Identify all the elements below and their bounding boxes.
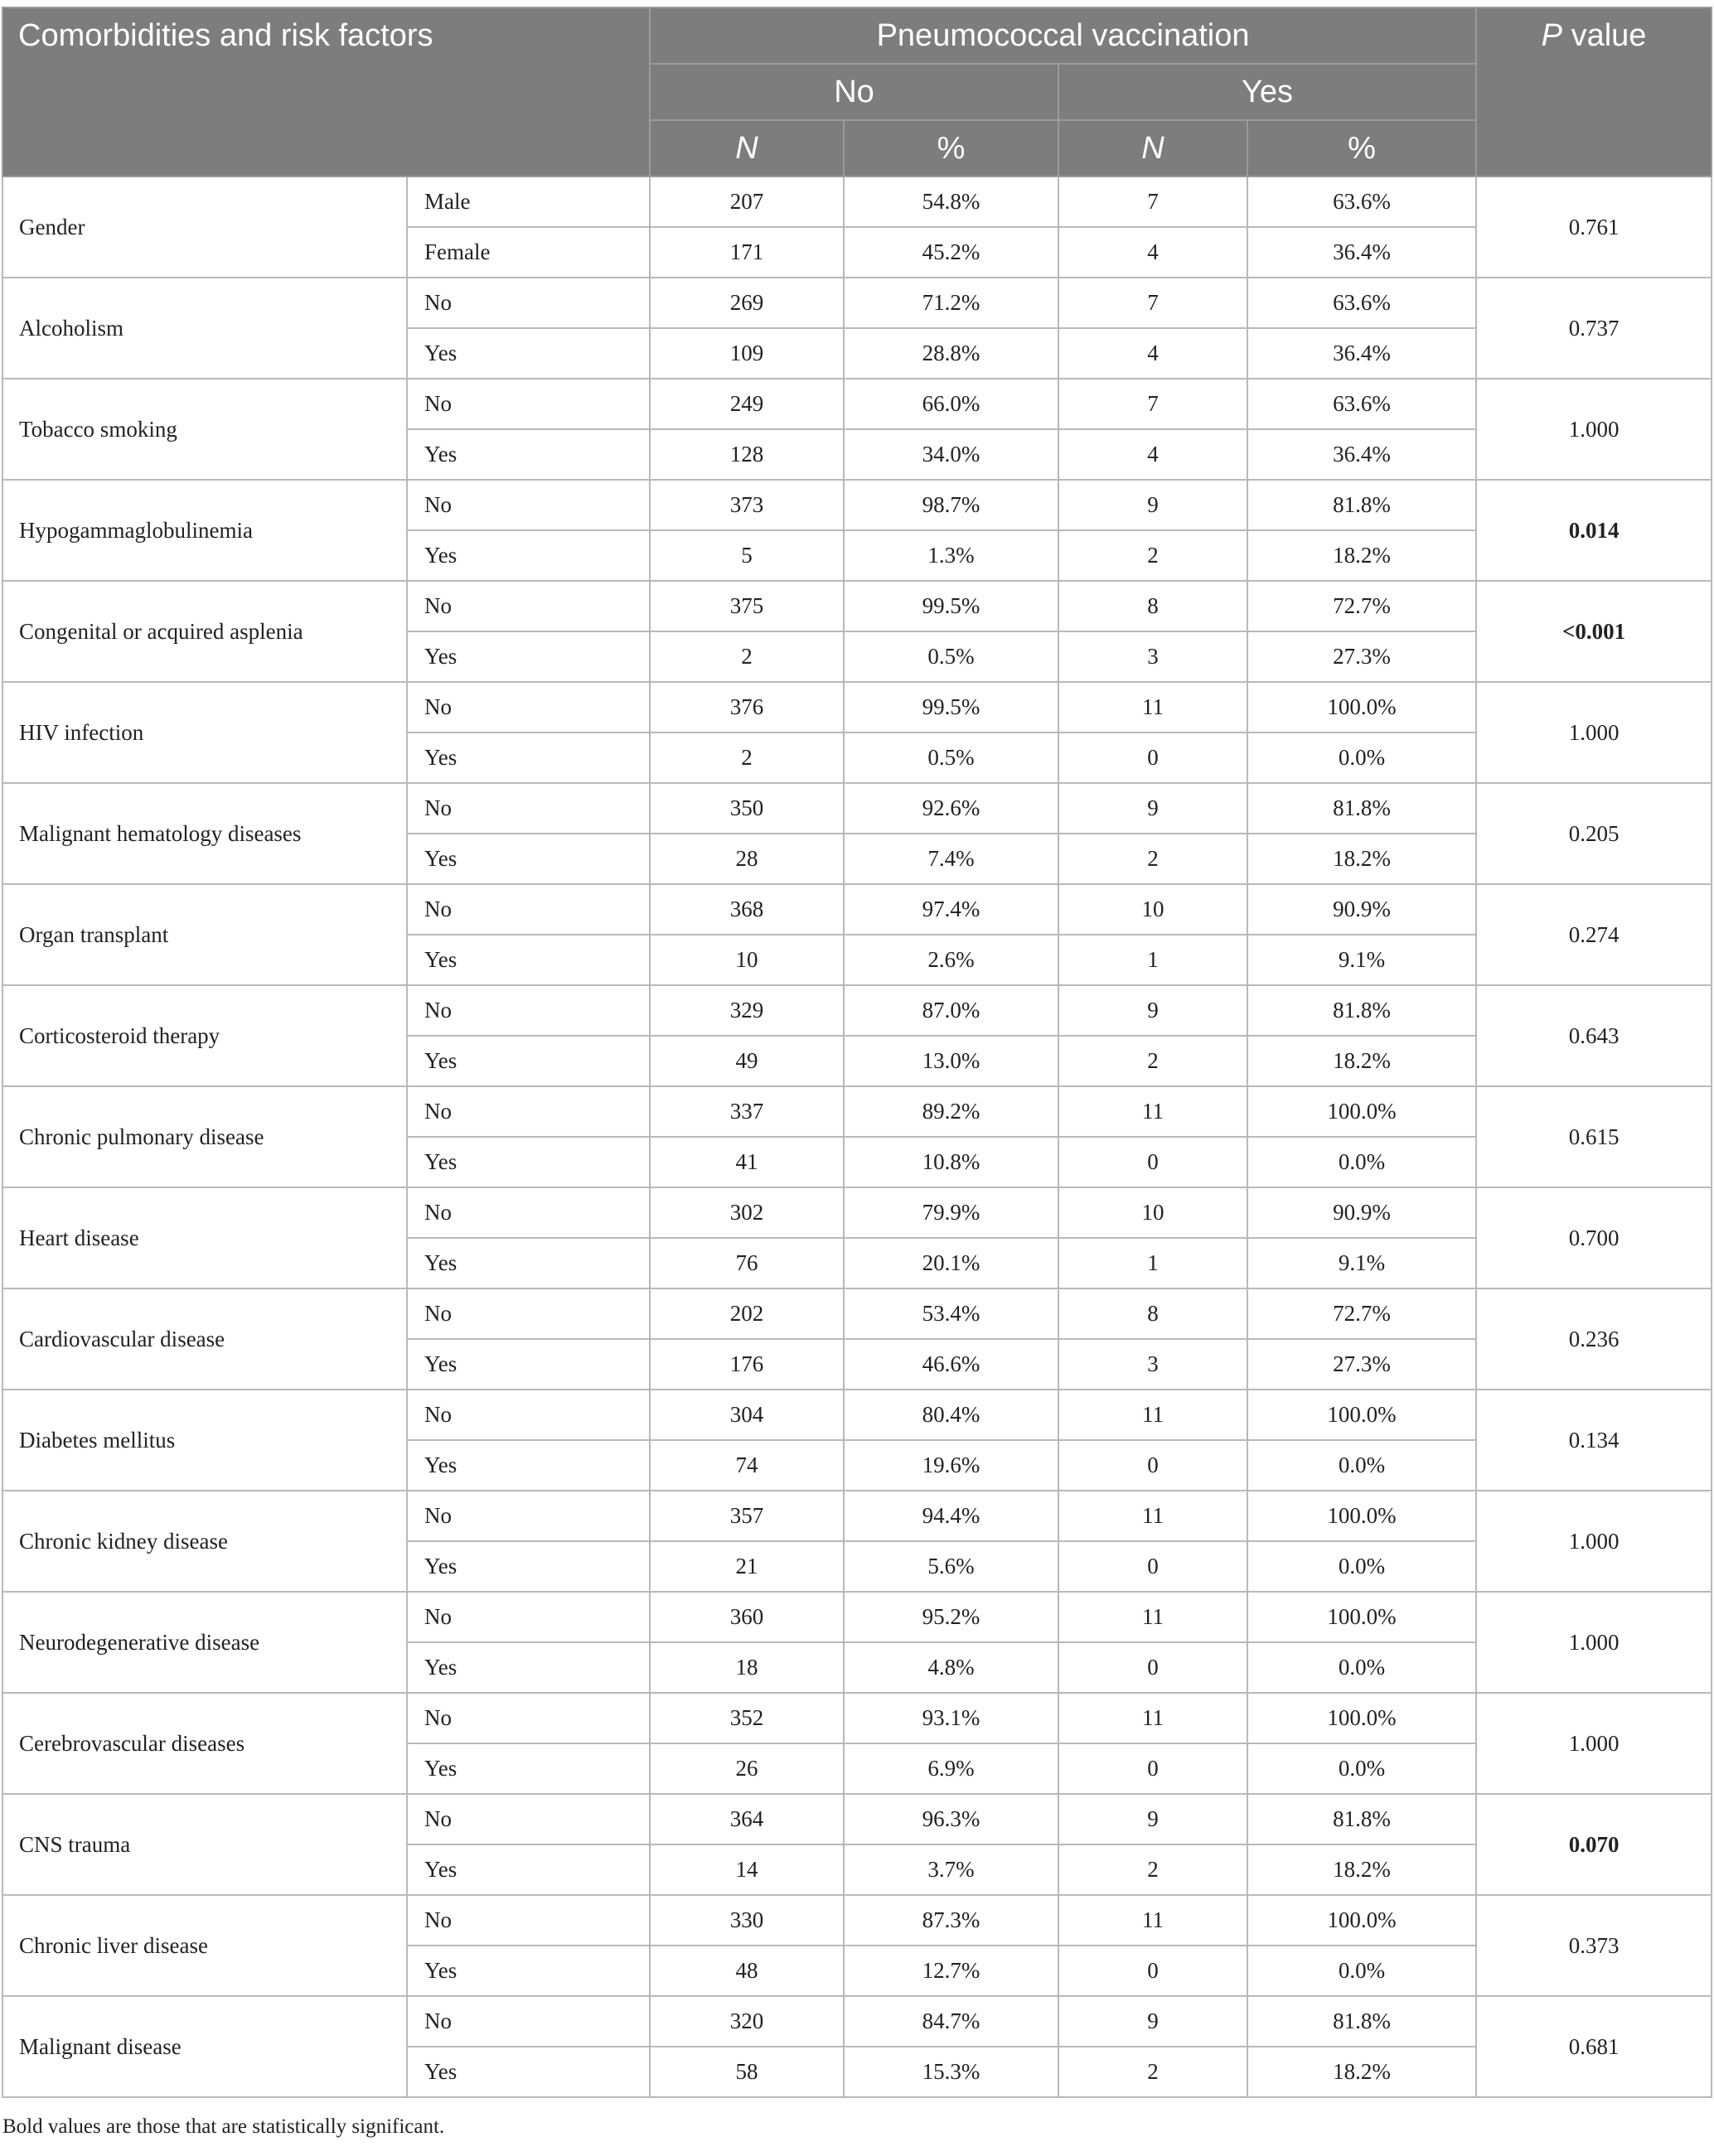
yes-n-cell: 2 (1058, 2047, 1247, 2097)
no-pct-cell: 66.0% (844, 379, 1058, 429)
p-value-cell: 0.134 (1476, 1390, 1712, 1491)
no-pct-cell: 46.6% (844, 1339, 1058, 1390)
yes-pct-cell: 36.4% (1247, 429, 1476, 480)
yes-n-cell: 0 (1058, 1743, 1247, 1794)
yes-n-cell: 1 (1058, 1238, 1247, 1288)
no-n-cell: 10 (650, 935, 844, 985)
factor-cell: Heart disease (2, 1187, 407, 1288)
no-pct-cell: 1.3% (844, 530, 1058, 581)
level-cell: No (407, 1895, 650, 1946)
level-cell: No (407, 1086, 650, 1137)
no-n-cell: 373 (650, 480, 844, 530)
table-row (2, 1288, 1712, 1339)
p-value-cell: 0.274 (1476, 884, 1712, 985)
yes-n-cell: 7 (1058, 176, 1247, 227)
yes-n-cell: 8 (1058, 581, 1247, 631)
yes-pct-cell: 0.0% (1247, 1137, 1476, 1187)
p-value-cell: 0.643 (1476, 985, 1712, 1086)
no-pct-cell: 87.0% (844, 985, 1058, 1036)
yes-n-cell: 9 (1058, 985, 1247, 1036)
no-n-cell: 21 (650, 1541, 844, 1592)
table-row (2, 1693, 1712, 1743)
yes-pct-cell: 9.1% (1247, 1238, 1476, 1288)
no-pct-cell: 79.9% (844, 1187, 1058, 1238)
p-value-cell: 0.014 (1476, 480, 1712, 581)
no-pct-cell: 0.5% (844, 631, 1058, 682)
no-n-cell: 48 (650, 1946, 844, 1996)
no-n-cell: 329 (650, 985, 844, 1036)
no-n-cell: 76 (650, 1238, 844, 1288)
yes-n-cell: 9 (1058, 1794, 1247, 1844)
header-no-n: N (650, 120, 844, 176)
p-value-cell: 0.615 (1476, 1086, 1712, 1187)
yes-pct-cell: 81.8% (1247, 1794, 1476, 1844)
footnote: Bold values are those that are statistically significant. (2, 2115, 445, 2138)
yes-pct-cell: 100.0% (1247, 1895, 1476, 1946)
no-n-cell: 357 (650, 1491, 844, 1541)
level-cell: No (407, 1491, 650, 1541)
yes-pct-cell: 9.1% (1247, 935, 1476, 985)
no-pct-cell: 3.7% (844, 1844, 1058, 1895)
no-n-cell: 18 (650, 1642, 844, 1693)
yes-n-cell: 0 (1058, 732, 1247, 783)
no-pct-cell: 28.8% (844, 328, 1058, 379)
header-p-italic: P (1541, 18, 1563, 53)
no-n-cell: 5 (650, 530, 844, 581)
no-pct-cell: 98.7% (844, 480, 1058, 530)
yes-n-cell: 7 (1058, 379, 1247, 429)
p-value-cell: 0.070 (1476, 1794, 1712, 1895)
no-n-cell: 26 (650, 1743, 844, 1794)
yes-pct-cell: 0.0% (1247, 1946, 1476, 1996)
no-n-cell: 368 (650, 884, 844, 935)
factor-cell: HIV infection (2, 682, 407, 783)
level-cell: No (407, 985, 650, 1036)
p-value-cell: 1.000 (1476, 379, 1712, 480)
factor-cell: Chronic pulmonary disease (2, 1086, 407, 1187)
yes-n-cell: 11 (1058, 1086, 1247, 1137)
no-pct-cell: 87.3% (844, 1895, 1058, 1946)
no-n-cell: 364 (650, 1794, 844, 1844)
table-row (2, 1996, 1712, 2047)
yes-pct-cell: 0.0% (1247, 1541, 1476, 1592)
no-n-cell: 269 (650, 278, 844, 328)
no-pct-cell: 0.5% (844, 732, 1058, 783)
no-pct-cell: 89.2% (844, 1086, 1058, 1137)
yes-pct-cell: 18.2% (1247, 530, 1476, 581)
factor-cell: Malignant hematology diseases (2, 783, 407, 884)
no-pct-cell: 99.5% (844, 581, 1058, 631)
table-row (2, 1086, 1712, 1137)
yes-pct-cell: 100.0% (1247, 1592, 1476, 1642)
yes-pct-cell: 81.8% (1247, 1996, 1476, 2047)
yes-n-cell: 0 (1058, 1137, 1247, 1187)
no-n-cell: 109 (650, 328, 844, 379)
header-p-value (1476, 7, 1712, 176)
no-n-cell: 176 (650, 1339, 844, 1390)
header-pneumococcal-vaccination: Pneumococcal vaccination (650, 7, 1476, 64)
yes-pct-cell: 100.0% (1247, 1491, 1476, 1541)
factor-cell: Malignant disease (2, 1996, 407, 2097)
level-cell: Yes (407, 1844, 650, 1895)
yes-n-cell: 11 (1058, 1895, 1247, 1946)
data-table (2, 7, 1712, 2098)
level-cell: Yes (407, 935, 650, 985)
yes-n-cell: 11 (1058, 1693, 1247, 1743)
no-pct-cell: 4.8% (844, 1642, 1058, 1693)
header-no: No (650, 64, 1058, 120)
level-cell: Yes (407, 530, 650, 581)
table-row (2, 1895, 1712, 1946)
level-cell: Yes (407, 1743, 650, 1794)
p-value-cell: 0.236 (1476, 1288, 1712, 1390)
level-cell: No (407, 278, 650, 328)
yes-n-cell: 0 (1058, 1946, 1247, 1996)
yes-n-cell: 3 (1058, 1339, 1247, 1390)
yes-n-cell: 1 (1058, 935, 1247, 985)
yes-pct-cell: 18.2% (1247, 1036, 1476, 1086)
no-n-cell: 74 (650, 1440, 844, 1491)
no-n-cell: 202 (650, 1288, 844, 1339)
level-cell: Yes (407, 1137, 650, 1187)
header-yes-pct: % (1247, 120, 1476, 176)
yes-pct-cell: 63.6% (1247, 278, 1476, 328)
factor-cell: Alcoholism (2, 278, 407, 379)
yes-pct-cell: 72.7% (1247, 581, 1476, 631)
no-pct-cell: 13.0% (844, 1036, 1058, 1086)
yes-n-cell: 2 (1058, 1844, 1247, 1895)
table-row (2, 985, 1712, 1036)
no-n-cell: 304 (650, 1390, 844, 1440)
yes-pct-cell: 0.0% (1247, 1743, 1476, 1794)
no-n-cell: 350 (650, 783, 844, 834)
level-cell: No (407, 1592, 650, 1642)
yes-pct-cell: 81.8% (1247, 783, 1476, 834)
factor-cell: Cardiovascular disease (2, 1288, 407, 1390)
factor-cell: Chronic kidney disease (2, 1491, 407, 1592)
yes-n-cell: 0 (1058, 1541, 1247, 1592)
level-cell: Yes (407, 2047, 650, 2097)
no-n-cell: 330 (650, 1895, 844, 1946)
yes-pct-cell: 27.3% (1247, 1339, 1476, 1390)
yes-pct-cell: 100.0% (1247, 1086, 1476, 1137)
level-cell: Yes (407, 429, 650, 480)
no-pct-cell: 6.9% (844, 1743, 1058, 1794)
yes-pct-cell: 36.4% (1247, 227, 1476, 278)
header-no-pct: % (844, 120, 1058, 176)
table-row (2, 682, 1712, 732)
no-pct-cell: 2.6% (844, 935, 1058, 985)
yes-n-cell: 9 (1058, 480, 1247, 530)
yes-n-cell: 9 (1058, 1996, 1247, 2047)
no-pct-cell: 95.2% (844, 1592, 1058, 1642)
yes-n-cell: 11 (1058, 1390, 1247, 1440)
p-value-cell: 0.373 (1476, 1895, 1712, 1996)
level-cell: No (407, 682, 650, 732)
factor-cell: Diabetes mellitus (2, 1390, 407, 1491)
level-cell: No (407, 1288, 650, 1339)
no-n-cell: 2 (650, 732, 844, 783)
p-value-cell: 0.737 (1476, 278, 1712, 379)
yes-n-cell: 2 (1058, 834, 1247, 884)
level-cell: Yes (407, 1946, 650, 1996)
no-n-cell: 14 (650, 1844, 844, 1895)
yes-n-cell: 4 (1058, 328, 1247, 379)
yes-pct-cell: 63.6% (1247, 176, 1476, 227)
level-cell: Yes (407, 1541, 650, 1592)
table-row (2, 1491, 1712, 1541)
p-value-cell: 1.000 (1476, 1491, 1712, 1592)
yes-pct-cell: 18.2% (1247, 2047, 1476, 2097)
no-pct-cell: 84.7% (844, 1996, 1058, 2047)
level-cell: No (407, 1794, 650, 1844)
table-row (2, 1187, 1712, 1238)
factor-cell: Neurodegenerative disease (2, 1592, 407, 1693)
p-value-cell: 1.000 (1476, 1693, 1712, 1794)
no-n-cell: 28 (650, 834, 844, 884)
factor-cell: CNS trauma (2, 1794, 407, 1895)
no-pct-cell: 94.4% (844, 1491, 1058, 1541)
level-cell: Yes (407, 1238, 650, 1288)
no-n-cell: 58 (650, 2047, 844, 2097)
yes-pct-cell: 0.0% (1247, 1440, 1476, 1491)
table-row (2, 581, 1712, 631)
yes-pct-cell: 81.8% (1247, 480, 1476, 530)
level-cell: No (407, 1996, 650, 2047)
level-cell: No (407, 1693, 650, 1743)
no-n-cell: 2 (650, 631, 844, 682)
table-row (2, 884, 1712, 935)
no-pct-cell: 71.2% (844, 278, 1058, 328)
yes-pct-cell: 90.9% (1247, 1187, 1476, 1238)
level-cell: No (407, 1390, 650, 1440)
yes-n-cell: 3 (1058, 631, 1247, 682)
no-n-cell: 337 (650, 1086, 844, 1137)
no-pct-cell: 5.6% (844, 1541, 1058, 1592)
no-pct-cell: 12.7% (844, 1946, 1058, 1996)
no-n-cell: 376 (650, 682, 844, 732)
yes-n-cell: 0 (1058, 1642, 1247, 1693)
yes-pct-cell: 0.0% (1247, 732, 1476, 783)
no-pct-cell: 10.8% (844, 1137, 1058, 1187)
no-pct-cell: 80.4% (844, 1390, 1058, 1440)
no-pct-cell: 97.4% (844, 884, 1058, 935)
level-cell: Yes (407, 1642, 650, 1693)
p-value-cell: 1.000 (1476, 1592, 1712, 1693)
header-comorbidities: Comorbidities and risk factors (2, 7, 650, 176)
header-yes: Yes (1058, 64, 1476, 120)
level-cell: Yes (407, 834, 650, 884)
p-value-cell: 0.205 (1476, 783, 1712, 884)
no-pct-cell: 93.1% (844, 1693, 1058, 1743)
level-cell: Yes (407, 1440, 650, 1491)
yes-n-cell: 10 (1058, 1187, 1247, 1238)
table-header (2, 7, 1712, 176)
no-n-cell: 302 (650, 1187, 844, 1238)
factor-cell: Cerebrovascular diseases (2, 1693, 407, 1794)
table-row (2, 1390, 1712, 1440)
yes-pct-cell: 18.2% (1247, 1844, 1476, 1895)
header-p-rest: value (1562, 18, 1647, 53)
table-row (2, 176, 1712, 227)
yes-n-cell: 9 (1058, 783, 1247, 834)
table-row (2, 379, 1712, 429)
table-row (2, 278, 1712, 328)
table-row (2, 1592, 1712, 1642)
yes-n-cell: 2 (1058, 1036, 1247, 1086)
level-cell: No (407, 480, 650, 530)
p-value-cell: 0.761 (1476, 176, 1712, 278)
no-pct-cell: 20.1% (844, 1238, 1058, 1288)
yes-pct-cell: 63.6% (1247, 379, 1476, 429)
p-value-cell: 0.681 (1476, 1996, 1712, 2097)
table-row (2, 1794, 1712, 1844)
yes-pct-cell: 18.2% (1247, 834, 1476, 884)
yes-n-cell: 10 (1058, 884, 1247, 935)
header-yes-n: N (1058, 120, 1247, 176)
level-cell: No (407, 783, 650, 834)
factor-cell: Gender (2, 176, 407, 278)
yes-pct-cell: 100.0% (1247, 682, 1476, 732)
level-cell: Male (407, 176, 650, 227)
yes-pct-cell: 100.0% (1247, 1693, 1476, 1743)
yes-pct-cell: 0.0% (1247, 1642, 1476, 1693)
factor-cell: Corticosteroid therapy (2, 985, 407, 1086)
yes-n-cell: 11 (1058, 1491, 1247, 1541)
yes-pct-cell: 81.8% (1247, 985, 1476, 1036)
yes-n-cell: 11 (1058, 682, 1247, 732)
level-cell: Female (407, 227, 650, 278)
no-n-cell: 249 (650, 379, 844, 429)
no-pct-cell: 96.3% (844, 1794, 1058, 1844)
yes-pct-cell: 27.3% (1247, 631, 1476, 682)
no-n-cell: 207 (650, 176, 844, 227)
level-cell: No (407, 884, 650, 935)
level-cell: No (407, 379, 650, 429)
yes-n-cell: 8 (1058, 1288, 1247, 1339)
no-n-cell: 320 (650, 1996, 844, 2047)
no-pct-cell: 92.6% (844, 783, 1058, 834)
no-pct-cell: 34.0% (844, 429, 1058, 480)
factor-cell: Chronic liver disease (2, 1895, 407, 1996)
level-cell: Yes (407, 732, 650, 783)
factor-cell: Organ transplant (2, 884, 407, 985)
p-value-cell: 1.000 (1476, 682, 1712, 783)
no-pct-cell: 99.5% (844, 682, 1058, 732)
table-row (2, 480, 1712, 530)
no-pct-cell: 54.8% (844, 176, 1058, 227)
no-pct-cell: 53.4% (844, 1288, 1058, 1339)
factor-cell: Tobacco smoking (2, 379, 407, 480)
level-cell: Yes (407, 1036, 650, 1086)
no-pct-cell: 19.6% (844, 1440, 1058, 1491)
yes-pct-cell: 36.4% (1247, 328, 1476, 379)
level-cell: No (407, 581, 650, 631)
no-n-cell: 128 (650, 429, 844, 480)
level-cell: Yes (407, 631, 650, 682)
factor-cell: Congenital or acquired asplenia (2, 581, 407, 682)
no-n-cell: 41 (650, 1137, 844, 1187)
level-cell: No (407, 1187, 650, 1238)
level-cell: Yes (407, 328, 650, 379)
yes-n-cell: 0 (1058, 1440, 1247, 1491)
yes-pct-cell: 100.0% (1247, 1390, 1476, 1440)
yes-n-cell: 11 (1058, 1592, 1247, 1642)
no-n-cell: 352 (650, 1693, 844, 1743)
no-pct-cell: 15.3% (844, 2047, 1058, 2097)
no-pct-cell: 45.2% (844, 227, 1058, 278)
no-n-cell: 360 (650, 1592, 844, 1642)
no-n-cell: 49 (650, 1036, 844, 1086)
p-value-cell: 0.700 (1476, 1187, 1712, 1288)
yes-pct-cell: 72.7% (1247, 1288, 1476, 1339)
yes-n-cell: 7 (1058, 278, 1247, 328)
yes-n-cell: 4 (1058, 429, 1247, 480)
no-pct-cell: 7.4% (844, 834, 1058, 884)
p-value-cell: <0.001 (1476, 581, 1712, 682)
yes-pct-cell: 90.9% (1247, 884, 1476, 935)
yes-n-cell: 4 (1058, 227, 1247, 278)
no-n-cell: 171 (650, 227, 844, 278)
yes-n-cell: 2 (1058, 530, 1247, 581)
table-row (2, 783, 1712, 834)
factor-cell: Hypogammaglobulinemia (2, 480, 407, 581)
level-cell: Yes (407, 1339, 650, 1390)
no-n-cell: 375 (650, 581, 844, 631)
table-body (2, 176, 1712, 2097)
